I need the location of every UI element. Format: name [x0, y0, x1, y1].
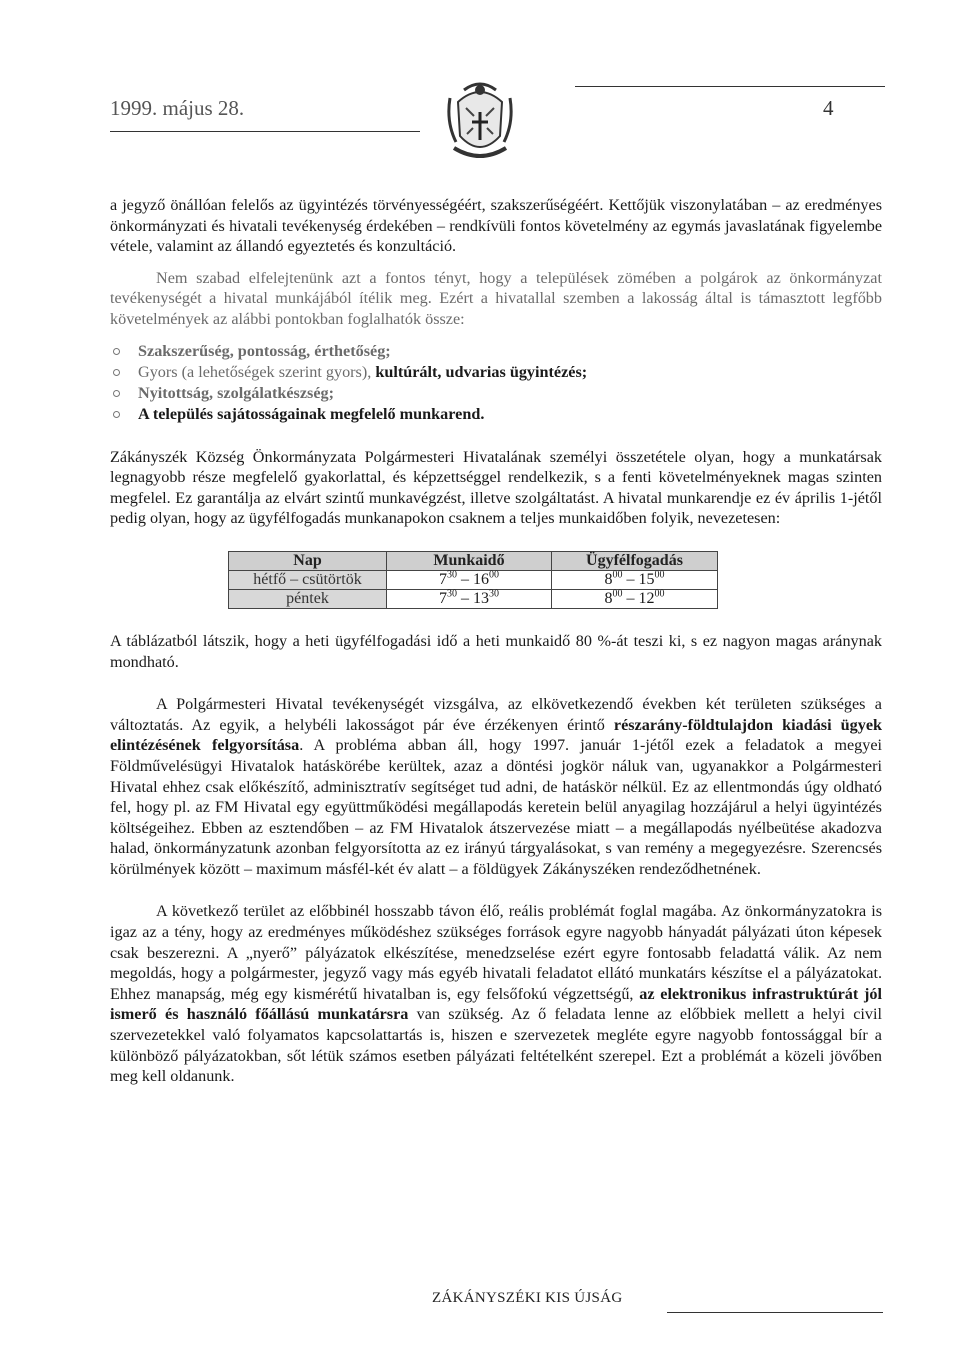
work-hours-cell: $7^{30} - 16^{00}$ [387, 570, 552, 589]
day-cell: hétfő – csütörtök [229, 570, 387, 589]
schedule-table [228, 551, 718, 609]
paragraph-4: A táblázatból látszik, hogy a heti ügyfélfogadási idő a heti munkaidő 80 %-át teszi ki, s ez nagyon magas aránynak mondható. [110, 631, 882, 671]
paragraph-6: A következő terület az előbbinél hosszabb távon élő, reális problémát foglal magába. Az önkormányzatokra is igaz az a tény, hogy az eredményes működéshez szükséges források egyre nagyobb hányadát pályázati úton képesek csak beszerezni. A „nyerő” pályázatok elkészítése, menedzselése ezért egyre fontosabb feladattá válik. Az nem megoldás, hogy a polgármester, jegyző vagy más egyéb hivatali feladatot ellátó munkatárs készítse el a pályázatokat. Ehhez manapság, még egy kismérétű hivatalban is, egy felsőfokú végzettségű, az elektronikus infrastruktúrát jól ismerő és használó főállású munkatársra van szükség. Az ő feladata lenne az előbbiek mellett a helyi civil szervezetekkel való folyamatos kapcsolattartás is, hiszen e szervezetek megléte egyre nagyobb fontossággal bír a különböző pályázatokban, sőt létük számos esetben pályázati feltételként szerepel. Ezt a problémát a közeli jövőben meg kell oldanunk. [110, 902, 882, 1086]
bullet-icon [113, 411, 120, 418]
newspaper-title: ZÁKÁNYSZÉKI KIS ÚJSÁG [432, 1290, 623, 1306]
client-hours-cell: $8^{00} - 15^{00}$ [552, 570, 718, 589]
bullet-icon [113, 369, 120, 376]
bullet-icon [113, 348, 120, 355]
header-rule-bottom [110, 131, 420, 132]
paragraph-2: Nem szabad elfelejtenünk azt a fontos tényt, hogy a települések zömében a polgárok az önkormányzat tevékenységét a hivatal munkájából ítélik meg. Ezért a hivatallal szemben a lakosság által is támasztott legfőbb követelmények az alábbi pontokban foglalhatók össze: [110, 268, 882, 328]
list-item: Szakszerűség, pontosság, érthetőség; [110, 341, 882, 362]
list-item: Nyitottság, szolgálatkészség; [110, 383, 882, 404]
list-item: A település sajátosságainak megfelelő munkarend. [110, 404, 882, 425]
requirements-list [110, 341, 882, 425]
bullet-icon [113, 390, 120, 397]
list-item: Gyors (a lehetőségek szerint gyors), kultúrált, udvarias ügyintézés; [110, 362, 882, 383]
column-header: Nap [229, 551, 387, 570]
paragraph-3: Zákányszék Község Önkormányzata Polgármesteri Hivatalának személyi összetétele olyan, hogy a munkatársak legnagyobb része megfelelő gyakorlattal, és képzettséggel rendelkezik, s a fenti követelményeknek magas szinten megfelel. Ez garantálja az elvárt szintű munkavégzést, illetve szolgáltatást. A hivatal munkarendje ez év április 1-jétől pedig olyan, hogy az ügyfélfogadás munkanapokon csaknem a teljes munkaidőben folyik, nevezetesen: [110, 447, 882, 528]
paragraph-1: a jegyző önállóan felelős az ügyintézés törvényességéért, szakszerűségéért. Kettőjük viszonylatában – az eredményes önkormányzati és hivatali tevékenység érdekében – rendkívüli fontos követelmény az egymás javaslatának figyelembe vétele, valamint az állandó egyeztetés és konzultáció. [110, 196, 882, 256]
footer-rule [667, 1312, 883, 1313]
table-header-row [229, 551, 718, 570]
client-hours-cell: $8^{00} - 12^{00}$ [552, 589, 718, 608]
column-header: Munkaidő [387, 551, 552, 570]
coat-of-arms-icon [440, 78, 520, 164]
table-row [229, 570, 718, 589]
column-header: Ügyfélfogadás [552, 551, 718, 570]
paragraph-5: A Polgármesteri Hivatal tevékenységét vizsgálva, az elkövetkezendő években két területen szükséges a változtatás. Az egyik, a helybéli lakosságot pár éve érzékenyen érintő részarány-földtulajdon kiadási ügyek elintézésének felgyorsítása. A probléma abban áll, hogy 1997. január 1-jétől ezek a feladatok a megyei Földművelésügyi Hivatalok hatáskörébe kerültek, azaz a döntési jogkör náluk van, ugyanakkor a Polgármesteri Hivatal ehhez csak előkészítő, adminisztratív segítséget tud adni, de hatáskör nélkül. Ez az ellentmondás úgy oldható fel, hogy pl. az FM Hivatal egy együttműködési megállapodás keretein belül anyagilag hozzájárul a helyi ügyintézés költségeihez. Ebben az esztendőben – az FM Hivatalok átszervezése miatt – a megállapodás nyélbeütése akadozva halad, önkormányzatunk azonban felgyorsította az ez irányú tárgyalásokat, s van remény a megegyezésre. Szerencsés körülmények között – maximum másfél-két év alatt – a földügyek Zákányszéken rendeződhetnének. [110, 695, 883, 878]
work-hours-cell: $7^{30} - 13^{30}$ [387, 589, 552, 608]
issue-date: 1999. május 28. [110, 96, 245, 120]
header-rule-top [575, 86, 885, 87]
article-body [110, 195, 882, 1087]
day-cell: péntek [229, 589, 387, 608]
table-row [229, 589, 718, 608]
page-number: 4 [823, 96, 834, 120]
